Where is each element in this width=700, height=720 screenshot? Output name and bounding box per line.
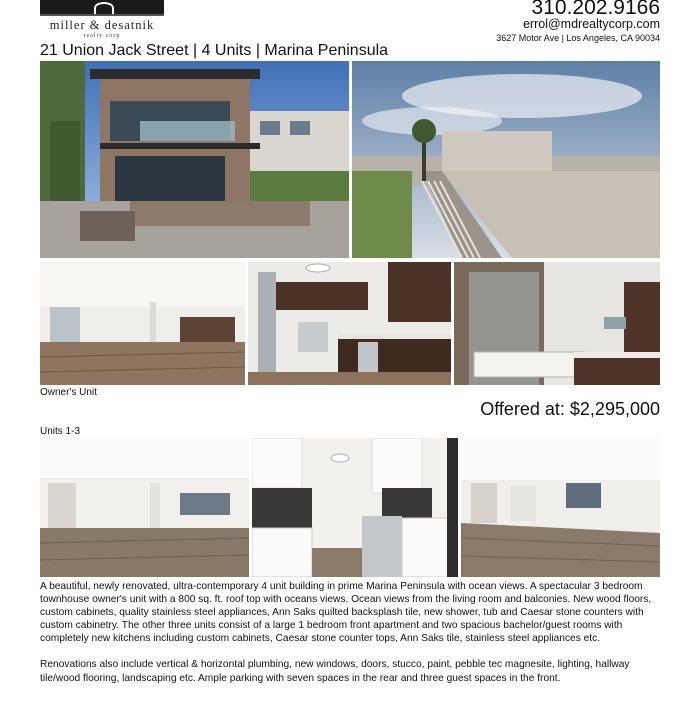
photo-owner-bath: [454, 262, 660, 385]
logo-mark: [40, 0, 164, 16]
photo-exterior: [40, 61, 349, 258]
photo-owner-living: [40, 262, 245, 385]
photo-unit-living: [40, 438, 249, 577]
photo-unit-bedroom: [461, 438, 660, 577]
photo-unit-kitchen: [252, 438, 458, 577]
owners-unit-caption: Owner's Unit: [40, 387, 97, 398]
description-paragraph-2: Renovations also include vertical & horizontal plumbing, new windows, doors, stucco, paint, pebble tec magnesite, lighting, hallway tile/wood flooring, landscaping etc. Ample parking with seven spaces in the rear and three guest spaces in the front.: [40, 659, 630, 684]
phone-number: 310.202.9166: [531, 0, 660, 19]
units-caption: Units 1-3: [40, 426, 81, 437]
office-address: 3627 Motor Ave | Los Angeles, CA 90034: [496, 33, 660, 43]
offered-price: Offered at: $2,295,000: [480, 399, 660, 419]
photo-rooftop: [352, 61, 660, 258]
property-description: [40, 580, 665, 698]
email-address: errol@mdrealtycorp.com: [522, 17, 660, 31]
property-title: 21 Union Jack Street | 4 Units | Marina Peninsula: [40, 42, 389, 59]
description-paragraph-1: A beautiful, newly renovated, ultra-contemporary 4 unit building in prime Marina Peninsula with ocean views. A spectacular 3 bedroom townhouse owner's unit with a 800 sq. ft. roof top with oceans views. Ocean views from the living room and balconies. New wood floors, custom cabinets, quality stainless steel appliances, Ann Saks quilted backsplash tile, new shower, tub and Caesar stone counters with custom cabinetry. The other three units consist of a large 1 bedroom front apartment and two spacious bachelor/guest rooms with completely new kitchens including custom cabinets, Caesar stone counter tops, Ann Saks tile, stainless steel appliances etc.: [40, 581, 652, 645]
logo-name: miller & desatnik: [49, 18, 155, 32]
logo-subtitle: realty corp: [83, 33, 121, 39]
photo-owner-kitchen: [248, 262, 451, 385]
